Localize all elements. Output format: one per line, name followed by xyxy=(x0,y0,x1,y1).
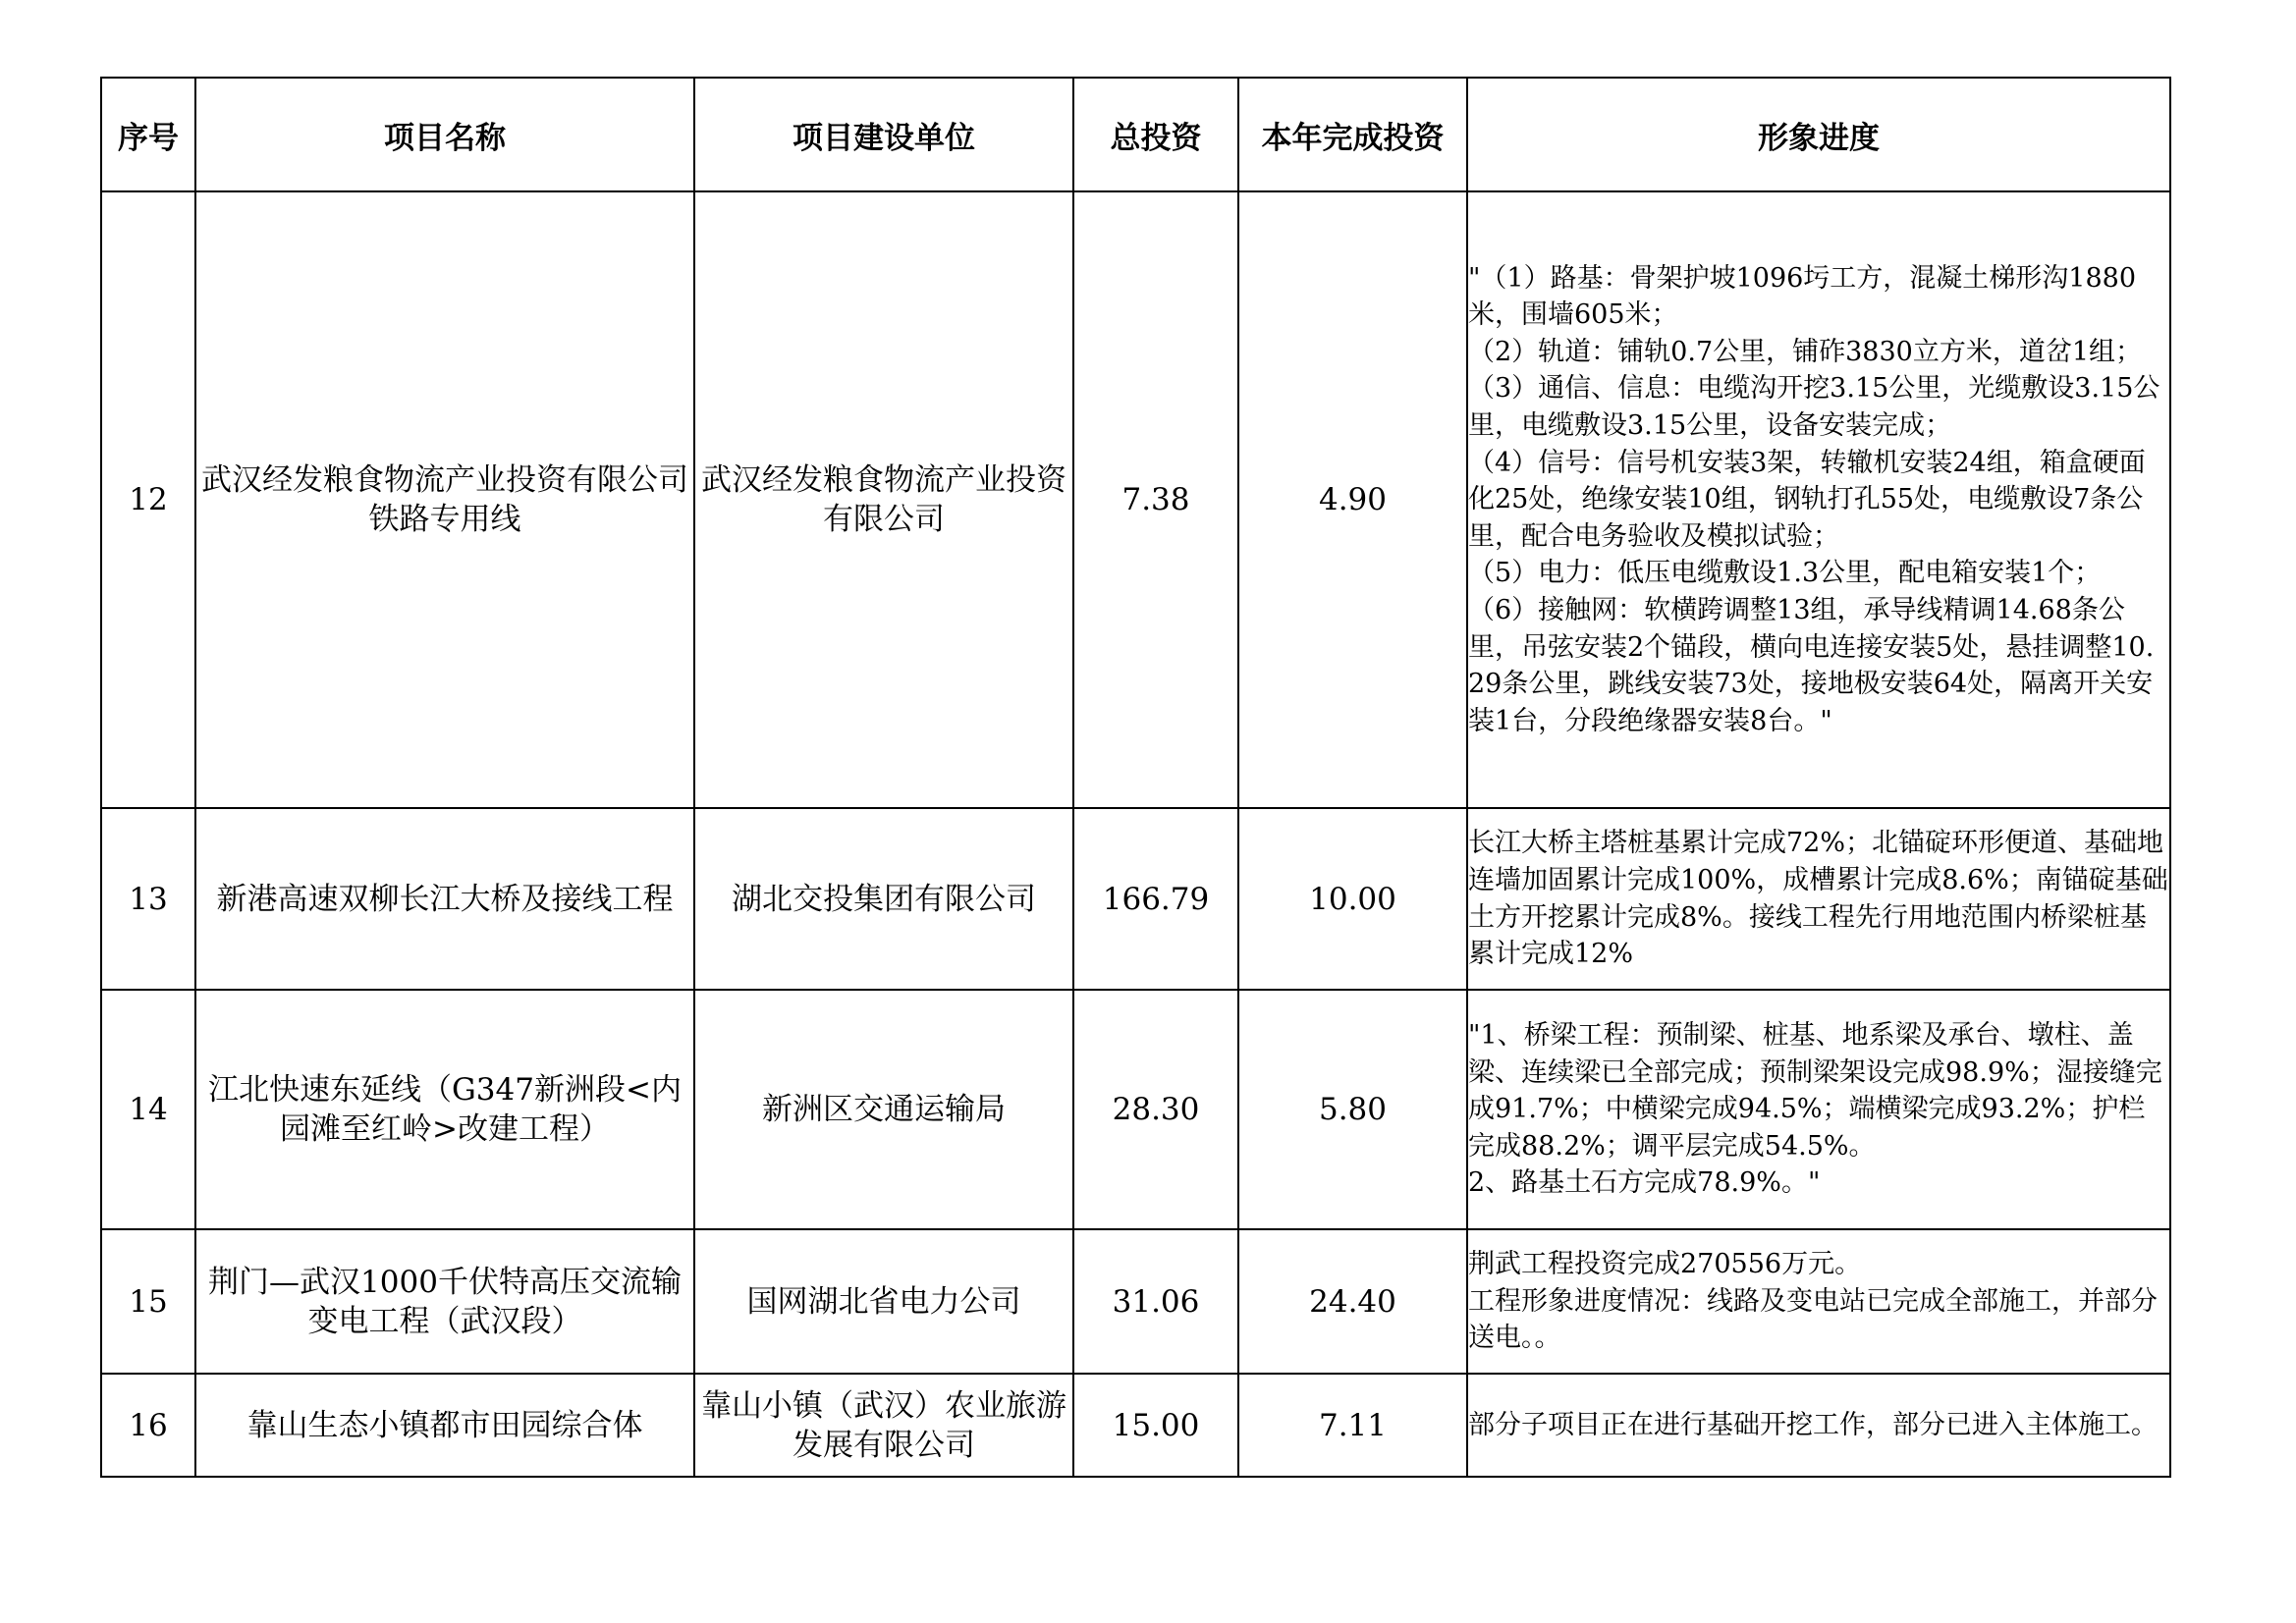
cell-unit: 湖北交投集团有限公司 xyxy=(694,808,1073,990)
header-row xyxy=(101,78,2170,191)
cell-seq: 16 xyxy=(101,1374,195,1477)
cell-name: 靠山生态小镇都市田园综合体 xyxy=(195,1374,694,1477)
progress-line: 部分子项目正在进行基础开挖工作，部分已进入主体施工。 xyxy=(1468,1409,2158,1440)
cell-total: 7.38 xyxy=(1073,191,1238,808)
cell-seq: 15 xyxy=(101,1229,195,1374)
table-row xyxy=(101,1374,2170,1477)
cell-year: 5.80 xyxy=(1238,990,1467,1229)
cell-unit: 新洲区交通运输局 xyxy=(694,990,1073,1229)
cell-year: 4.90 xyxy=(1238,191,1467,808)
progress-line: （6）接触网：软横跨调整13组，承导线精调14.68条公里，吊弦安装2个锚段，横向电连接安装5处，悬挂调整10.29条公里，跳线安装73处，接地极安装64处，隔离开关安装1台，分段绝缘器安装8台。" xyxy=(1468,594,2155,736)
cell-progress xyxy=(1467,808,2170,990)
cell-year: 24.40 xyxy=(1238,1229,1467,1374)
cell-unit: 国网湖北省电力公司 xyxy=(694,1229,1073,1374)
progress-line: 长江大桥主塔桩基累计完成72%；北锚碇环形便道、基础地连墙加固累计完成100%，成槽累计完成8.6%；南锚碇基础土方开挖累计完成8%。接线工程先行用地范围内桥梁桩基累计完成12% xyxy=(1468,828,2168,970)
header-year: 本年完成投资 xyxy=(1238,78,1467,191)
cell-name: 新港高速双柳长江大桥及接线工程 xyxy=(195,808,694,990)
header-name: 项目名称 xyxy=(195,78,694,191)
cell-year: 7.11 xyxy=(1238,1374,1467,1477)
cell-progress xyxy=(1467,1229,2170,1374)
header-seq: 序号 xyxy=(101,78,195,191)
cell-name: 武汉经发粮食物流产业投资有限公司铁路专用线 xyxy=(195,191,694,808)
progress-line: 工程形象进度情况：线路及变电站已完成全部施工，并部分送电。。 xyxy=(1468,1285,2158,1354)
progress-line: 2、路基土石方完成78.9%。" xyxy=(1468,1167,1821,1199)
table-row xyxy=(101,191,2170,808)
cell-total: 28.30 xyxy=(1073,990,1238,1229)
cell-progress xyxy=(1467,1374,2170,1477)
progress-line: （5）电力：低压电缆敷设1.3公里，配电箱安装1个； xyxy=(1468,558,2102,589)
cell-year: 10.00 xyxy=(1238,808,1467,990)
cell-unit: 靠山小镇（武汉）农业旅游发展有限公司 xyxy=(694,1374,1073,1477)
cell-total: 166.79 xyxy=(1073,808,1238,990)
cell-total: 15.00 xyxy=(1073,1374,1238,1477)
cell-seq: 12 xyxy=(101,191,195,808)
table-row xyxy=(101,808,2170,990)
cell-name: 荆门—武汉1000千伏特高压交流输变电工程（武汉段） xyxy=(195,1229,694,1374)
cell-progress xyxy=(1467,191,2170,808)
table-row xyxy=(101,1229,2170,1374)
header-progress: 形象进度 xyxy=(1467,78,2170,191)
progress-line: （2）轨道：铺轨0.7公里，铺砟3830立方米，道岔1组； xyxy=(1468,336,2143,367)
cell-name: 江北快速东延线（G347新洲段<内园滩至红岭>改建工程） xyxy=(195,990,694,1229)
header-total: 总投资 xyxy=(1073,78,1238,191)
cell-unit: 武汉经发粮食物流产业投资有限公司 xyxy=(694,191,1073,808)
cell-seq: 13 xyxy=(101,808,195,990)
header-unit: 项目建设单位 xyxy=(694,78,1073,191)
cell-total: 31.06 xyxy=(1073,1229,1238,1374)
progress-line: （4）信号：信号机安装3架，转辙机安装24组，箱盒硬面化25处，绝缘安装10组，钢轨打孔55处，电缆敷设7条公里，配合电务验收及模拟试验； xyxy=(1468,447,2146,552)
cell-seq: 14 xyxy=(101,990,195,1229)
progress-line: "（1）路基：骨架护坡1096圬工方，混凝土梯形沟1880米，围墙605米； xyxy=(1468,262,2137,331)
progress-line: 荆武工程投资完成270556万元。 xyxy=(1468,1249,1862,1280)
cell-progress xyxy=(1467,990,2170,1229)
progress-line: （3）通信、信息：电缆沟开挖3.15公里，光缆敷设3.15公里，电缆敷设3.15公里，设备安装完成； xyxy=(1468,373,2160,442)
table-row xyxy=(101,990,2170,1229)
project-table xyxy=(100,77,2171,1478)
progress-line: "1、桥梁工程：预制梁、桩基、地系梁及承台、墩柱、盖梁、连续梁已全部完成；预制梁架设完成98.9%；湿接缝完成91.7%；中横梁完成94.5%；端横梁完成93.2%；护栏完成88.2%；调平层完成54.5%。 xyxy=(1468,1020,2162,1162)
